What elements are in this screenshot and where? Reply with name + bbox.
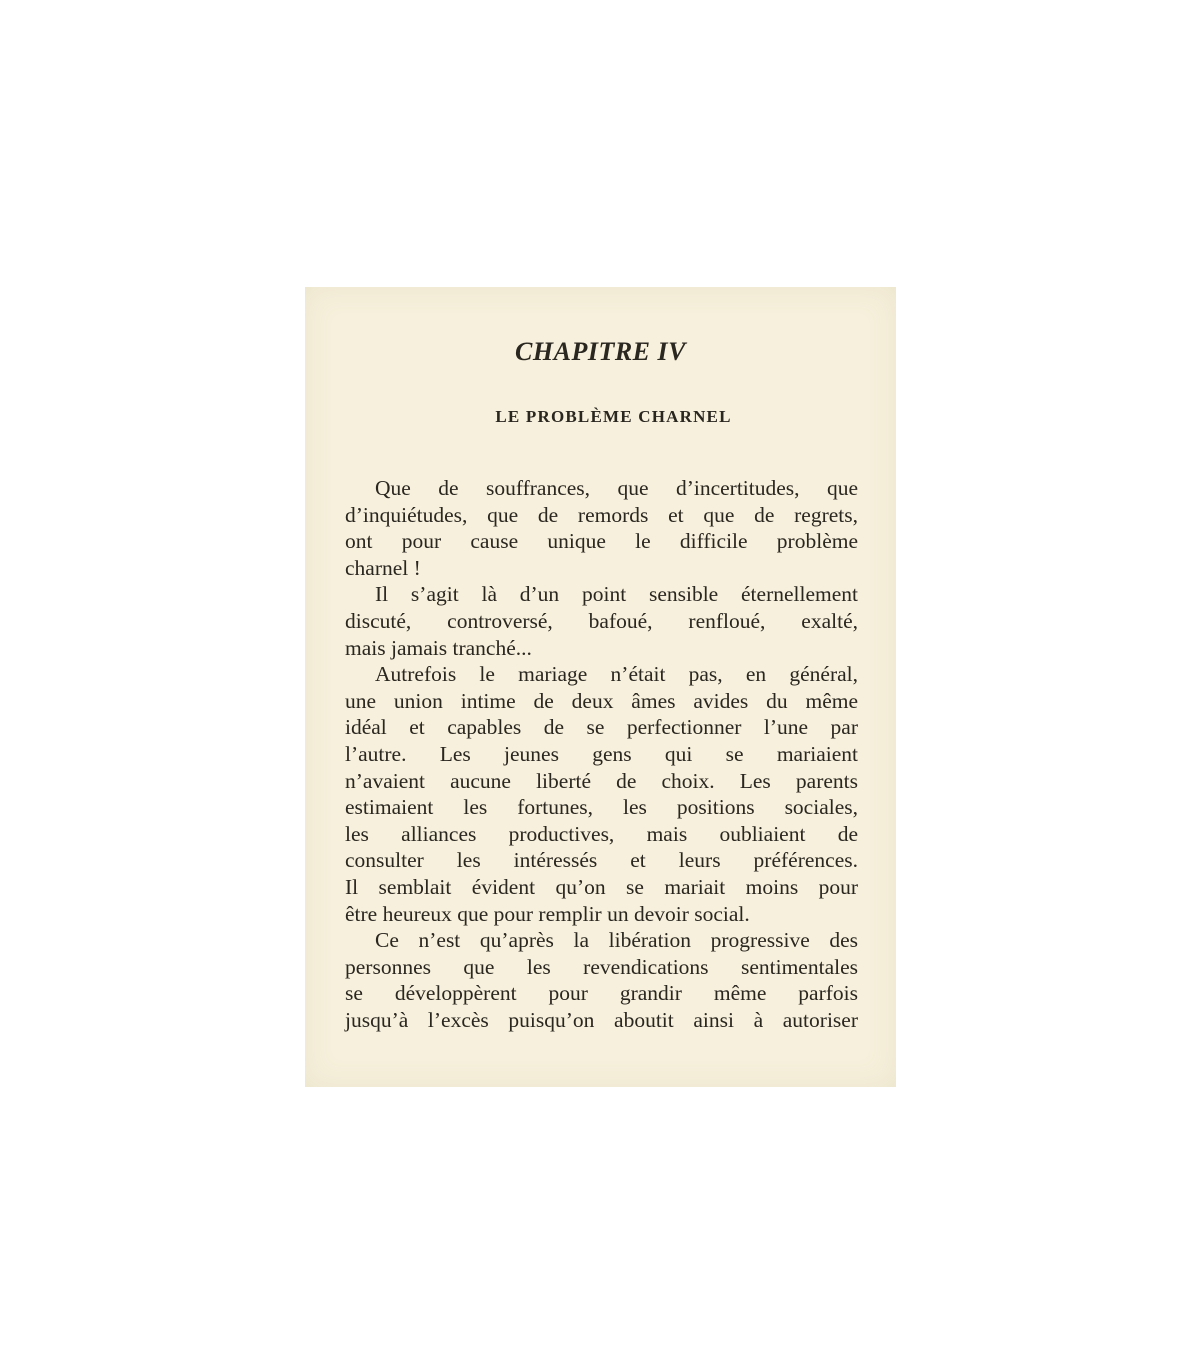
body-text	[345, 475, 858, 1033]
text-line: se développèrent pour grandir même parfois	[345, 981, 858, 1006]
text-line: d’inquiétudes, que de remords et que de regrets,	[345, 502, 858, 527]
chapter-title: CHAPITRE IV	[515, 337, 686, 366]
text-line: être heureux que pour remplir un devoir social.	[345, 901, 750, 926]
text-line: consulter les intéressés et leurs préférences.	[345, 848, 858, 873]
text-line: n’avaient aucune liberté de choix. Les parents	[345, 768, 858, 793]
text-line: Il semblait évident qu’on se mariait moins pour	[345, 874, 858, 899]
paragraph	[345, 475, 858, 581]
text-line: Ce n’est qu’après la libération progressive des	[375, 928, 858, 953]
paragraph	[345, 581, 858, 661]
paragraph	[345, 661, 858, 927]
chapter-subtitle: LE PROBLÈME CHARNEL	[495, 407, 732, 426]
text-line: charnel !	[345, 555, 421, 580]
text-line: discuté, controversé, bafoué, renfloué, exalté,	[345, 608, 858, 633]
text-line: les alliances productives, mais oubliaient de	[345, 821, 858, 846]
text-line: Que de souffrances, que d’incertitudes, que	[375, 476, 858, 500]
book-page	[305, 287, 896, 1087]
text-line: jusqu’à l’excès puisqu’on aboutit ainsi à autoriser	[345, 1007, 858, 1032]
text-line: une union intime de deux âmes avides du même	[345, 688, 858, 713]
text-line: idéal et capables de se perfectionner l’une par	[345, 715, 858, 740]
text-line: l’autre. Les jeunes gens qui se mariaient	[345, 741, 858, 766]
paragraph	[345, 927, 858, 1033]
text-line: ont pour cause unique le difficile problème	[345, 529, 858, 554]
text-line: estimaient les fortunes, les positions sociales,	[345, 795, 858, 820]
text-line: Autrefois le mariage n’était pas, en général,	[375, 662, 858, 687]
text-line: mais jamais tranché...	[345, 635, 532, 660]
text-line: personnes que les revendications sentimentales	[345, 954, 858, 979]
text-line: Il s’agit là d’un point sensible éternellement	[375, 582, 858, 607]
